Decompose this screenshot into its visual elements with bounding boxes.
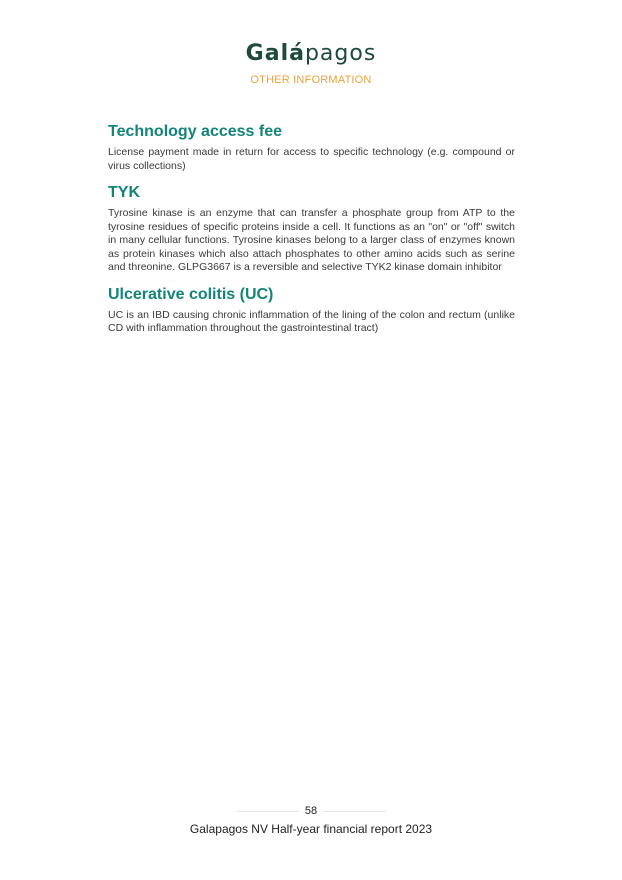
glossary-term: Technology access fee [108, 123, 282, 140]
glossary-definition: UC is an IBD causing chronic inflammation of the lining of the colon and rectum (unlike CD with inflammation throughout the gastrointestinal tract) [108, 308, 515, 334]
section-label: OTHER INFORMATION [250, 74, 372, 86]
glossary-entry-tyk [108, 183, 515, 275]
footer-title: Galapagos NV Half-year financial report 2023 [189, 822, 433, 836]
glossary-entry-technology-access-fee [108, 122, 515, 173]
glossary-content [108, 122, 515, 346]
glossary-term: TYK [108, 184, 140, 201]
page-number [0, 804, 622, 818]
glossary-entry-ulcerative-colitis [108, 285, 515, 336]
glossary-definition: Tyrosine kinase is an enzyme that can transfer a phosphate group from ATP to the tyrosine residues of specific proteins inside a cell. It functions as an "on" or "off" switch in many cellular functions. Tyrosine kinases belong to a larger class of enzymes known as protein kinases which also attach phosphates to other amino acids such as serine and threonine. GLPG3667 is a reversible and selective TYK2 kinase domain inhibitor [108, 207, 515, 273]
page-number-text: 58 [299, 805, 323, 817]
company-logo [0, 40, 622, 68]
glossary-term: Ulcerative colitis (UC) [108, 285, 274, 303]
logo-light-text: pagos [304, 41, 377, 66]
glossary-definition: License payment made in return for access to specific technology (e.g. compound or virus collections) [108, 146, 515, 172]
logo-bold-text: Galá [245, 41, 305, 66]
